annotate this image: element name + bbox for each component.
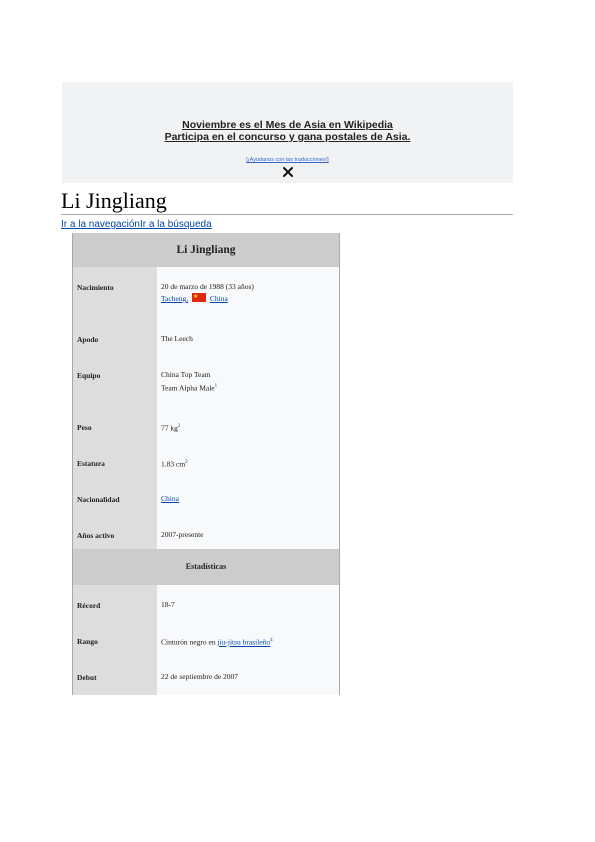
row-label-anos-activo: Años activo (77, 531, 115, 540)
campaign-banner (62, 82, 513, 183)
close-icon[interactable] (281, 165, 295, 179)
reference-marker[interactable]: 4 (270, 638, 273, 643)
birthplace-link[interactable]: Tacheng, (161, 294, 189, 303)
row-label-equipo: Equipo (77, 371, 101, 380)
birth-date: 20 de marzo de 1988 (33 años) (161, 282, 254, 291)
row-value-apodo: The Leech (161, 334, 193, 343)
row-value-rango (161, 635, 273, 649)
nationality-link[interactable]: China (161, 494, 179, 503)
infobox-label-column (73, 267, 157, 549)
row-label-nacimiento: Nacimiento (77, 283, 114, 292)
row-value-nacimiento (161, 281, 254, 305)
skip-nav-link[interactable]: Ir a la navegación (61, 219, 140, 230)
weight-value: 77 kg (161, 423, 178, 433)
rank-text: Cinturón negro en (161, 637, 218, 647)
china-flag-icon (192, 293, 206, 302)
reference-marker[interactable]: 2 (185, 460, 188, 465)
row-value-anos-activo: 2007-presente (161, 530, 204, 539)
row-value-equipo (161, 369, 217, 395)
height-value: 1.83 cm (161, 459, 186, 469)
row-value-debut: 22 de septiembre de 2007 (161, 672, 239, 681)
reference-marker[interactable]: 1 (214, 384, 218, 389)
row-value-record: 18-7 (161, 600, 175, 609)
banner-headline-link[interactable]: Noviembre es el Mes de Asia en Wikipedia (182, 119, 393, 131)
banner-subline-link[interactable]: Participa en el concurso y gana postales de Asia. (164, 131, 411, 143)
birth-country-link[interactable]: China (209, 294, 228, 303)
page-title: Li Jingliang (61, 188, 167, 213)
team-name: China Top Team (161, 370, 211, 379)
row-value-peso (161, 421, 180, 435)
infobox (72, 233, 340, 695)
reference-marker[interactable]: 2 (177, 424, 181, 429)
row-label-estatura: Estatura (77, 459, 105, 468)
row-label-peso: Peso (77, 423, 92, 432)
row-label-debut: Debut (77, 673, 97, 682)
skip-links (61, 219, 212, 230)
row-label-nacionalidad: Nacionalidad (77, 495, 120, 504)
bjj-link[interactable]: jiu-jitsu brasileño (217, 637, 271, 647)
team-name-2: Team Alpha Male (161, 383, 215, 393)
infobox-title: Li Jingliang (73, 233, 339, 267)
row-label-apodo: Apodo (77, 335, 99, 344)
row-label-record: Récord (77, 601, 101, 610)
skip-search-link[interactable]: Ir a la búsqueda (139, 219, 212, 230)
title-divider (61, 214, 513, 215)
row-value-estatura (161, 457, 188, 471)
banner-help-link[interactable]: [¡Ayúdanos con las traducciones!] (246, 157, 329, 163)
row-label-rango: Rango (77, 637, 98, 646)
section-header-estadisticas: Estadísticas (73, 549, 339, 585)
